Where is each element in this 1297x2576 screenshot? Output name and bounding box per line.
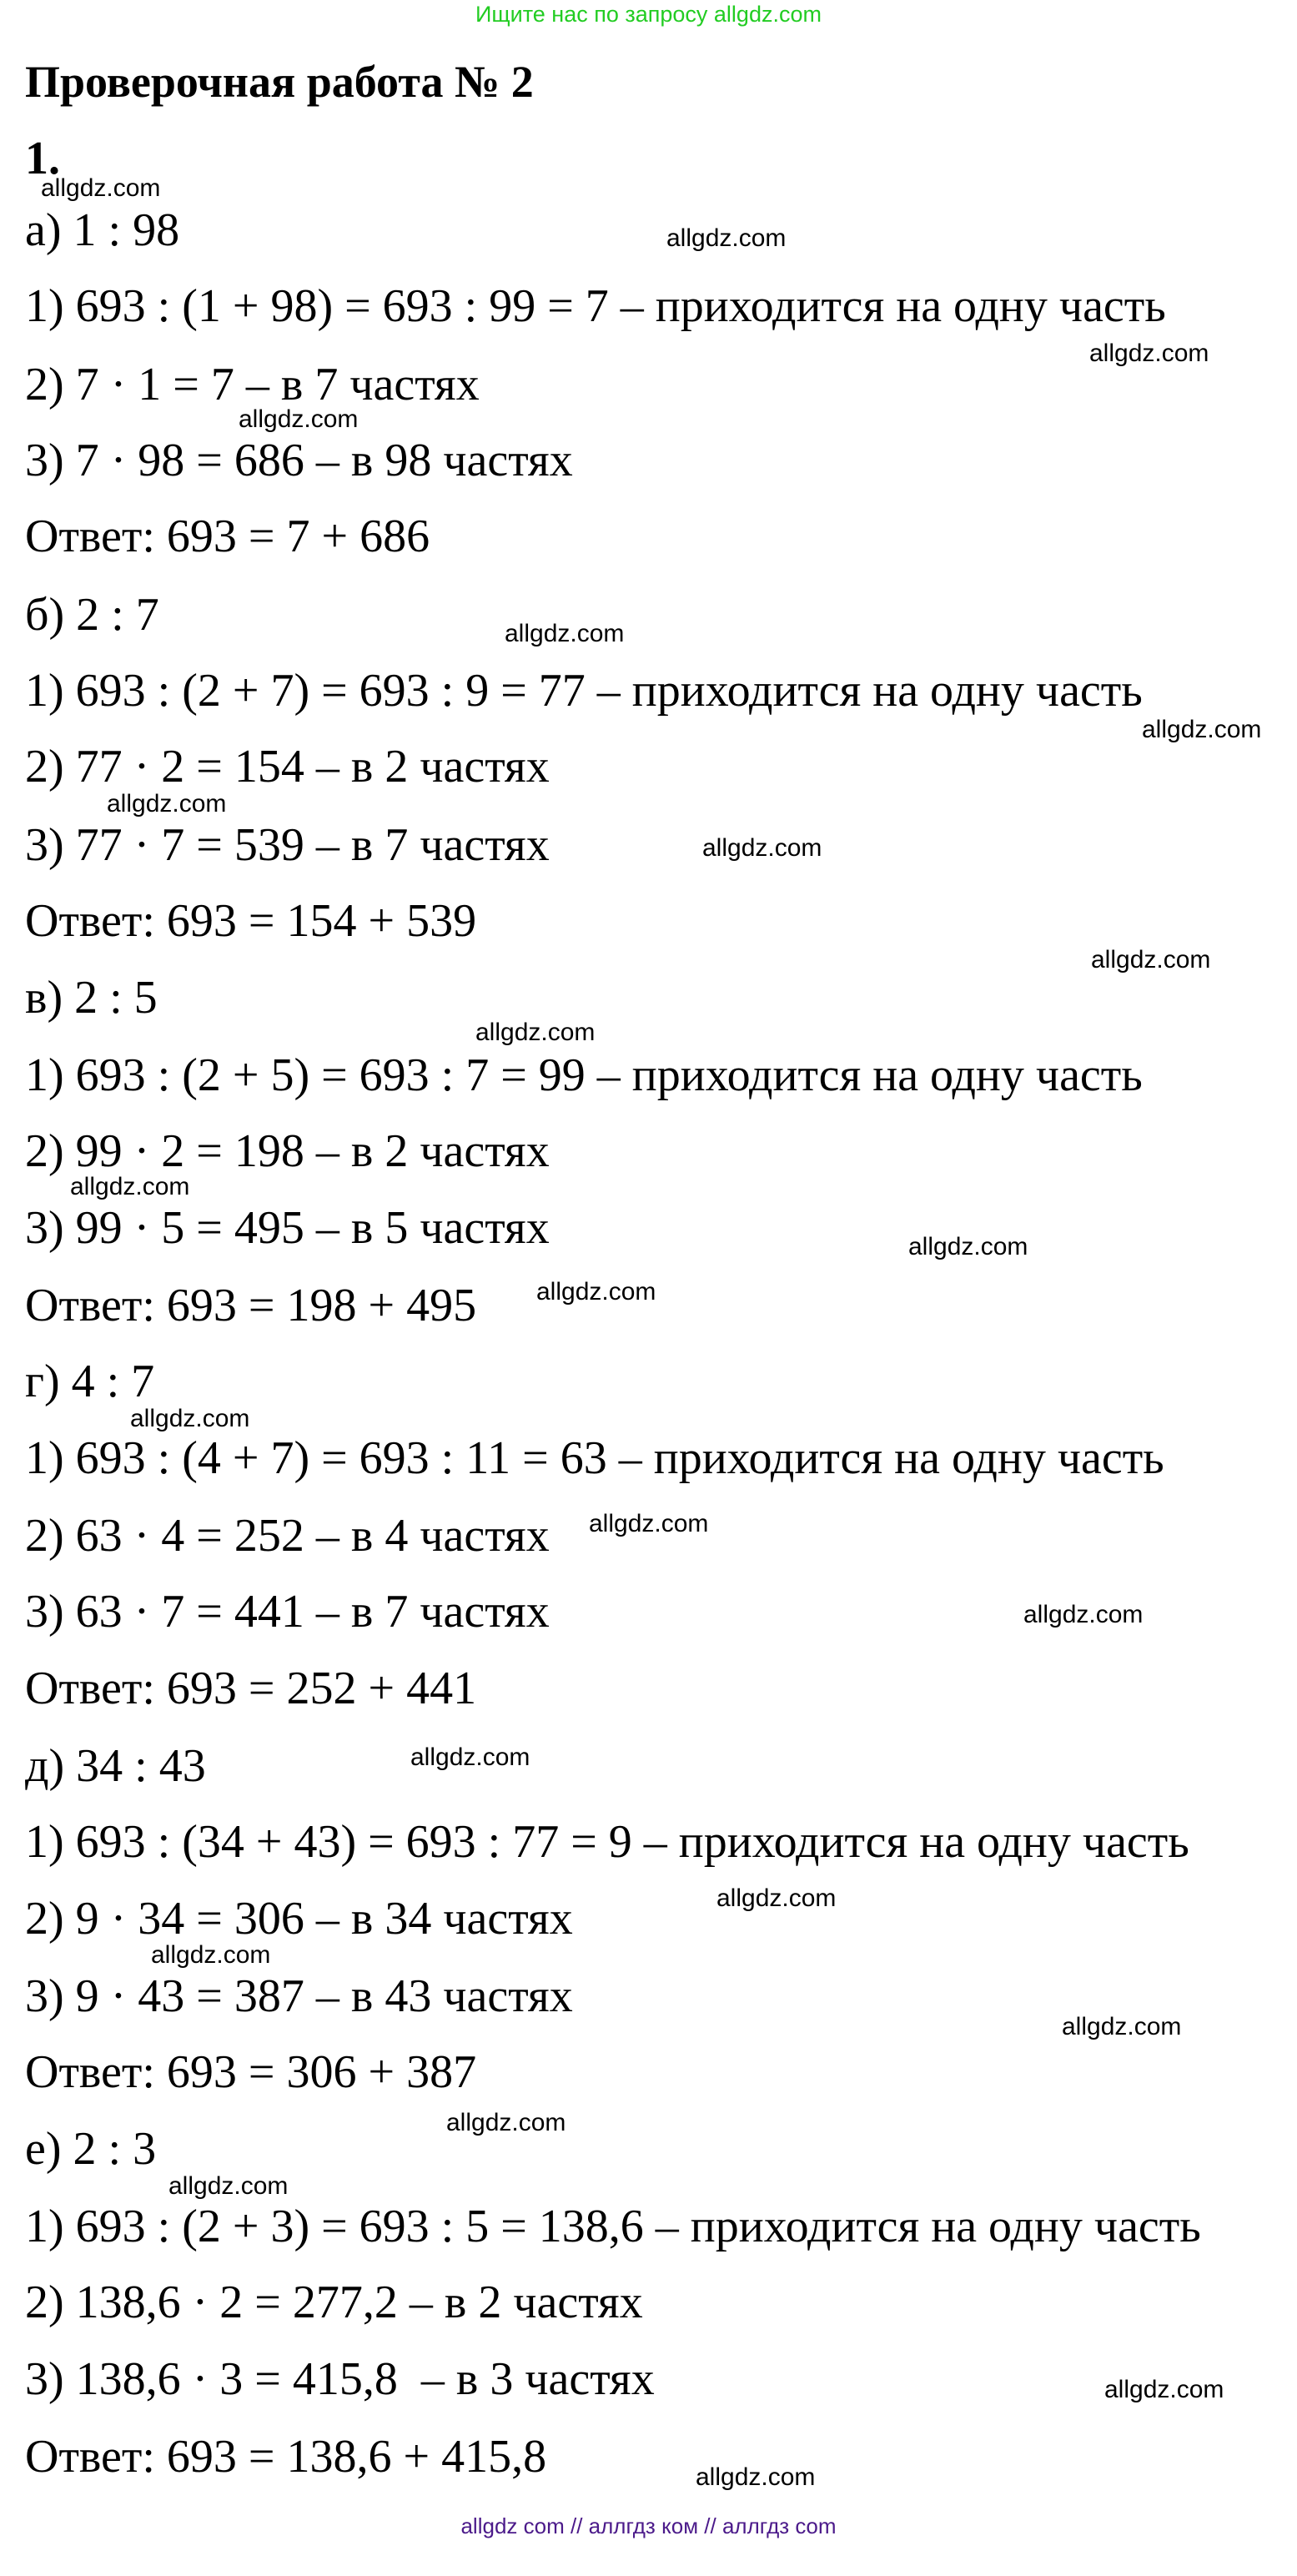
solution-step: 3) 138,6 · 3 = 415,8 – в 3 частях bbox=[25, 2353, 655, 2405]
watermark: allgdz.com bbox=[666, 224, 787, 252]
solution-step: 1) 693 : (2 + 5) = 693 : 7 = 99 – приходится на одну часть bbox=[25, 1049, 1143, 1101]
solution-step: 1) 693 : (4 + 7) = 693 : 11 = 63 – приходится на одну часть bbox=[25, 1432, 1164, 1484]
watermark: allgdz.com bbox=[716, 1884, 837, 1912]
top-banner: Ищите нас по запросу allgdz.com bbox=[475, 2, 822, 27]
watermark: allgdz.com bbox=[1091, 946, 1211, 974]
solution-step: 2) 77 · 2 = 154 – в 2 частях bbox=[25, 741, 550, 792]
solution-step: 2) 99 · 2 = 198 – в 2 частях bbox=[25, 1125, 550, 1177]
solution-step: 1) 693 : (34 + 43) = 693 : 77 = 9 – приходится на одну часть bbox=[25, 1816, 1189, 1868]
solution-step: 3) 63 · 7 = 441 – в 7 частях bbox=[25, 1586, 550, 1638]
watermark: allgdz.com bbox=[536, 1278, 656, 1306]
watermark: allgdz.com bbox=[410, 1743, 530, 1771]
answer-line: Ответ: 693 = 154 + 539 bbox=[25, 895, 477, 947]
answer-line: Ответ: 693 = 198 + 495 bbox=[25, 1280, 477, 1331]
footer-watermark: allgdz com // аллгдз ком // аллгдз com bbox=[460, 2513, 837, 2538]
watermark: allgdz.com bbox=[475, 1019, 596, 1046]
watermark: allgdz.com bbox=[505, 620, 625, 647]
watermark: allgdz.com bbox=[168, 2172, 289, 2200]
solution-step: 1) 693 : (2 + 3) = 693 : 5 = 138,6 – приходится на одну часть bbox=[25, 2201, 1201, 2252]
answer-line: Ответ: 693 = 7 + 686 bbox=[25, 511, 430, 562]
watermark: allgdz.com bbox=[130, 1405, 250, 1432]
solution-step: 2) 138,6 · 2 = 277,2 – в 2 частях bbox=[25, 2277, 643, 2328]
watermark: allgdz.com bbox=[446, 2109, 566, 2136]
watermark: allgdz.com bbox=[151, 1941, 271, 1969]
page-title: Проверочная работа № 2 bbox=[25, 57, 534, 107]
solution-step: 1) 693 : (1 + 98) = 693 : 99 = 7 – приходится на одну часть bbox=[25, 280, 1166, 332]
subtask-heading: г) 4 : 7 bbox=[25, 1356, 155, 1407]
watermark: allgdz.com bbox=[589, 1510, 709, 1537]
solution-step: 3) 99 · 5 = 495 – в 5 частях bbox=[25, 1202, 550, 1254]
solution-step: 2) 63 · 4 = 252 – в 4 частях bbox=[25, 1510, 550, 1562]
solution-step: 3) 7 · 98 = 686 – в 98 частях bbox=[25, 435, 573, 486]
watermark: allgdz.com bbox=[1142, 716, 1262, 743]
watermark: allgdz.com bbox=[908, 1233, 1028, 1260]
watermark: allgdz.com bbox=[239, 405, 359, 433]
solution-step: 3) 9 · 43 = 387 – в 43 частях bbox=[25, 1970, 573, 2022]
watermark: allgdz.com bbox=[1062, 2013, 1182, 2040]
subtask-heading: е) 2 : 3 bbox=[25, 2123, 157, 2175]
solution-step: 3) 77 · 7 = 539 – в 7 частях bbox=[25, 819, 550, 871]
solution-step: 1) 693 : (2 + 7) = 693 : 9 = 77 – приходится на одну часть bbox=[25, 665, 1143, 717]
watermark: allgdz.com bbox=[41, 174, 161, 202]
watermark: allgdz.com bbox=[1104, 2376, 1224, 2403]
watermark: allgdz.com bbox=[70, 1173, 190, 1200]
subtask-heading: а) 1 : 98 bbox=[25, 204, 180, 256]
watermark: allgdz.com bbox=[696, 2463, 816, 2491]
task-number: 1. bbox=[25, 133, 60, 184]
watermark: allgdz.com bbox=[1023, 1601, 1144, 1628]
answer-line: Ответ: 693 = 138,6 + 415,8 bbox=[25, 2431, 547, 2483]
solution-step: 2) 9 · 34 = 306 – в 34 частях bbox=[25, 1893, 573, 1945]
watermark: allgdz.com bbox=[107, 790, 227, 818]
solution-step: 2) 7 · 1 = 7 – в 7 частях bbox=[25, 359, 480, 410]
watermark: allgdz.com bbox=[702, 834, 822, 862]
subtask-heading: в) 2 : 5 bbox=[25, 972, 158, 1024]
subtask-heading: б) 2 : 7 bbox=[25, 589, 159, 641]
answer-line: Ответ: 693 = 252 + 441 bbox=[25, 1663, 477, 1714]
answer-line: Ответ: 693 = 306 + 387 bbox=[25, 2046, 477, 2098]
watermark: allgdz.com bbox=[1089, 340, 1209, 367]
subtask-heading: д) 34 : 43 bbox=[25, 1740, 206, 1792]
